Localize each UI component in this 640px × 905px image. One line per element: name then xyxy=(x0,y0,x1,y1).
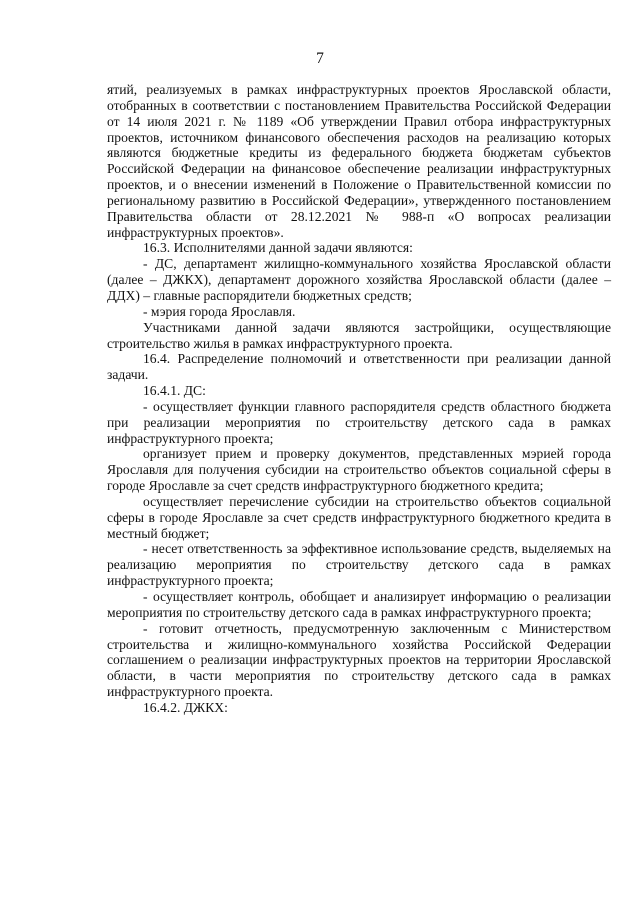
paragraph-16-4-1-heading: 16.4.1. ДС: xyxy=(143,383,206,399)
paragraph-16-4-2-heading: 16.4.2. ДЖКХ: xyxy=(143,699,228,715)
paragraph-executors-departments: - ДС, департамент жилищно-коммунального хозяйства Ярославской области (далее – ДЖКХ), департамент дорожного хозяйства Ярославской области (далее – ДДХ) – главные распорядители бюджетных средств; xyxy=(107,256,611,303)
paragraph-ds-document-review: организует прием и проверку документов, представленных мэрией города Ярославля для получения субсидии на строительство объектов социальной сферы в городе Ярославле за счет средств инфраструктурного бюджетного кредита; xyxy=(107,446,611,494)
paragraph-ds-control: - осуществляет контроль, обобщает и анализирует информацию о реализации мероприятия по строительству детского сада в рамках инфраструктурного проекта; xyxy=(107,589,611,620)
paragraph-ds-reporting: - готовит отчетность, предусмотренную заключенным с Министерством строительства и жилищно-коммунального хозяйства Российской Федерации соглашением о реализации инфраструктурных проектов на территории Ярославской области, в части мероприятия по строительству детского сада в рамках инфраструктурного проекта. xyxy=(107,620,611,700)
paragraph-ds-subsidy-transfer: осуществляет перечисление субсидии на строительство объектов социальной сферы в городе Ярославле за счет средств инфраструктурного бюджетного кредита в местный бюджет; xyxy=(107,493,611,541)
paragraph-ds-main-manager: - осуществляет функции главного распорядителя средств областного бюджета при реализации мероприятия по строительству детского сада в рамках инфраструктурного проекта; xyxy=(107,398,611,446)
paragraph-continuation: ятий, реализуемых в рамках инфраструктурных проектов Ярославской области, отобранных в соответствии с постановлением Правительства Российской Федерации от 14 июля 2021 г. № 1189 «Об утверждении Правил отбора инфраструктурных проектов, источником финансового обеспечения расходов на реализацию которых являются бюджетные кредиты из федерального бюджета бюджетам субъектов Российской Федерации на финансовое обеспечение реализации инфраструктурных проектов, и о внесении изменений в Положение о Правительственной комиссии по региональному развитию в Российской Федерации», утвержденного постановлением Правительства области от 28.12.2021 № 988-п «О вопросах реализации инфраструктурных проектов». xyxy=(107,82,611,240)
paragraph-ds-responsibility: - несет ответственность за эффективное использование средств, выделяемых на реализацию мероприятия по строительству детского сада в рамках инфраструктурного проекта; xyxy=(107,541,611,589)
page-number: 7 xyxy=(316,50,324,67)
paragraph-executors-city-hall: - мэрия города Ярославля. xyxy=(143,303,296,319)
document-body xyxy=(107,82,611,716)
paragraph-16-4-heading: 16.4. Распределение полномочий и ответственности при реализации данной задачи. xyxy=(107,351,611,383)
paragraph-participants: Участниками данной задачи являются застройщики, осуществляющие строительство жилья в рамках инфраструктурного проекта. xyxy=(107,319,611,351)
paragraph-16-3-heading: 16.3. Исполнителями данной задачи являются: xyxy=(143,240,413,256)
